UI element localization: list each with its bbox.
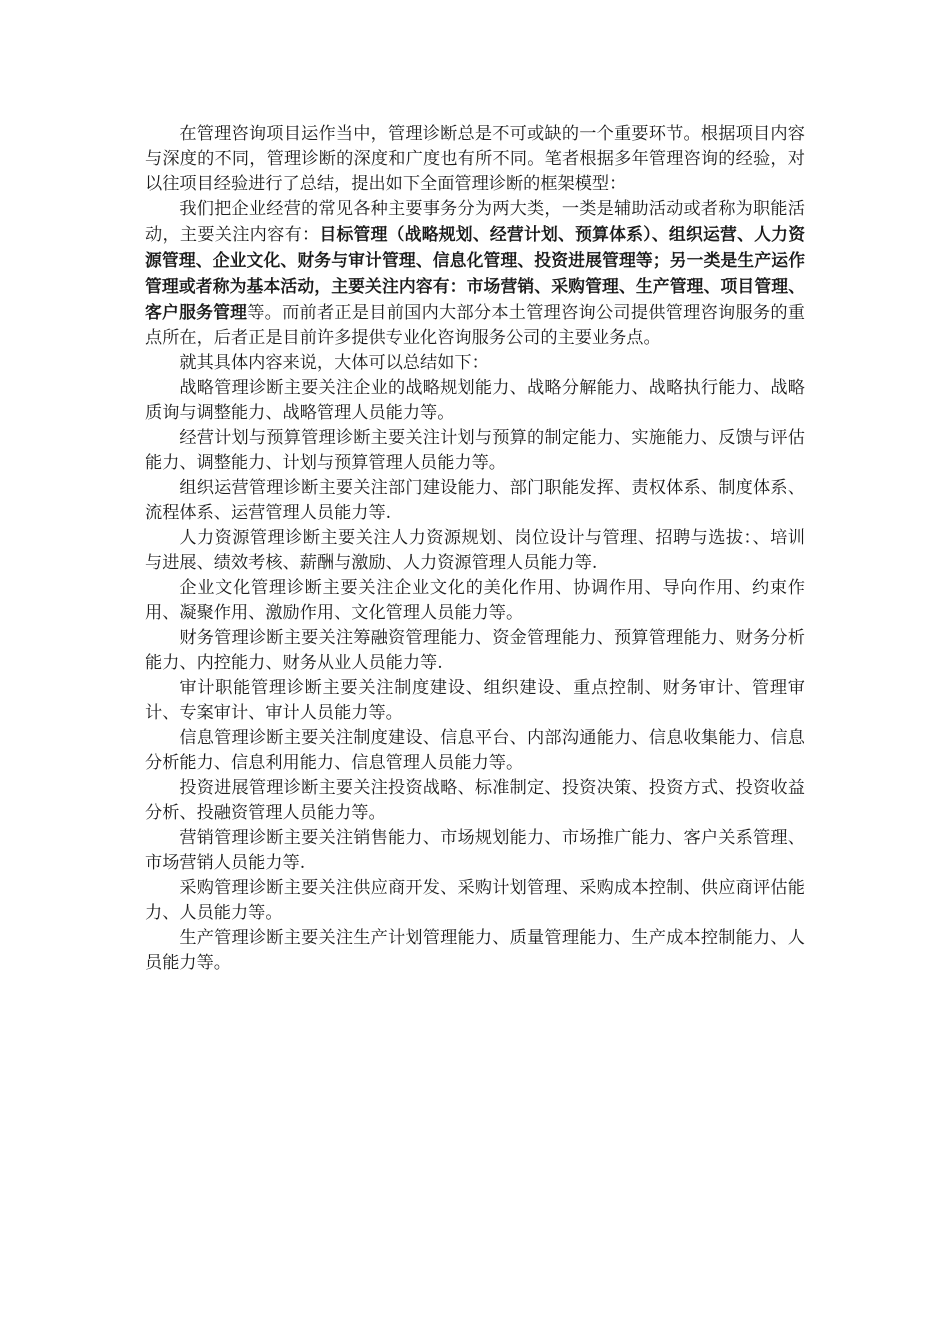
budget-diagnosis: 经营计划与预算管理诊断主要关注计划与预算的制定能力、实施能力、反馈与评估能力、调整能力、计划与预算管理人员能力等。: [145, 428, 805, 473]
production-diagnosis: 生产管理诊断主要关注生产计划管理能力、质量管理能力、生产成本控制能力、人员能力等。: [145, 928, 805, 973]
investment-diagnosis: 投资进展管理诊断主要关注投资战略、标准制定、投资决策、投资方式、投资收益分析、投融资管理人员能力等。: [145, 778, 805, 823]
information-diagnosis: 信息管理诊断主要关注制度建设、信息平台、内部沟通能力、信息收集能力、信息分析能力、信息利用能力、信息管理人员能力等。: [145, 728, 805, 773]
marketing-diagnosis: 营销管理诊断主要关注销售能力、市场规划能力、市场推广能力、客户关系管理、市场营销人员能力等.: [145, 828, 805, 873]
document-body: [145, 122, 805, 976]
culture-diagnosis: 企业文化管理诊断主要关注企业文化的美化作用、协调作用、导向作用、约束作用、凝聚作用、激励作用、文化管理人员能力等。: [145, 578, 805, 623]
summary-intro: 就其具体内容来说，大体可以总结如下：: [179, 353, 489, 373]
finance-diagnosis: 财务管理诊断主要关注筹融资管理能力、资金管理能力、预算管理能力、财务分析能力、内控能力、财务从业人员能力等.: [145, 628, 805, 673]
audit-diagnosis: 审计职能管理诊断主要关注制度建设、组织建设、重点控制、财务审计、管理审计、专案审计、审计人员能力等。: [145, 678, 805, 723]
classification-paragraph: [145, 197, 805, 351]
procurement-diagnosis: 采购管理诊断主要关注供应商开发、采购计划管理、采购成本控制、供应商评估能力、人员能力等。: [145, 878, 805, 923]
classification-tail: 等。而前者正是目前国内大部分本土管理咨询公司提供管理咨询服务的重点所在，后者正是目前许多提供专业化咨询服务公司的主要业务点。: [145, 303, 805, 348]
strategy-diagnosis: 战略管理诊断主要关注企业的战略规划能力、战略分解能力、战略执行能力、战略质询与调整能力、战略管理人员能力等。: [145, 378, 805, 423]
classification-lead: 我们把企业经营的常见各种主要事务分为两大类，一类是辅助活动或者称为职能活动，主要关注内容有：: [145, 199, 805, 245]
hr-diagnosis: 人力资源管理诊断主要关注人力资源规划、岗位设计与管理、招聘与选拔：、培训与进展、绩效考核、薪酬与激励、人力资源管理人员能力等.: [145, 528, 805, 573]
organization-diagnosis: 组织运营管理诊断主要关注部门建设能力、部门职能发挥、责权体系、制度体系、流程体系、运营管理人员能力等.: [145, 478, 805, 523]
intro-paragraph: 在管理咨询项目运作当中，管理诊断总是不可或缺的一个重要环节。根据项目内容与深度的不同，管理诊断的深度和广度也有所不同。笔者根据多年管理咨询的经验，对以往项目经验进行了总结，提出如下全面管理诊断的框架模型：: [145, 124, 805, 194]
classification-bold-text: 目标管理（战略规划、经营计划、预算体系）、组织运营、人力资源管理、企业文化、财务与审计管理、信息化管理、投资进展管理等；另一类是生产运作管理或者称为基本活动，主要关注内容有：市场营销、采购管理、生产管理、项目管理、客户服务管理: [145, 224, 805, 322]
